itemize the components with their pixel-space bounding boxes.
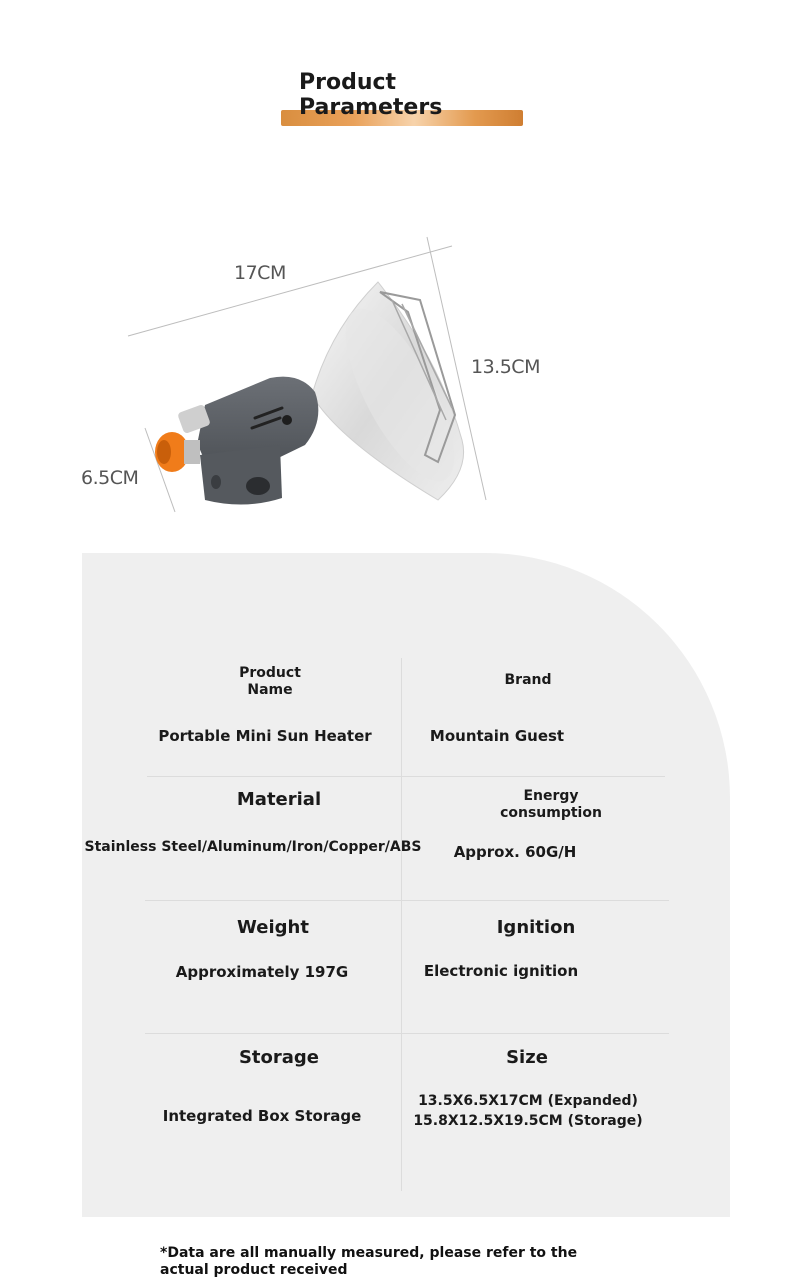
- spec-column-divider: [401, 658, 402, 1191]
- spec-value-ignition: Electronic ignition: [423, 962, 579, 980]
- spec-title-weight: Weight: [237, 917, 309, 938]
- spec-title-brand: Brand: [504, 672, 552, 688]
- spec-value-weight: Approximately 197G: [175, 963, 349, 981]
- spec-title-material: Material: [236, 789, 322, 810]
- spec-row-divider-1: [147, 776, 665, 777]
- spec-row-divider-2: [145, 900, 669, 901]
- spec-value-material: Stainless Steel/Aluminum/Iron/Copper/ABS: [84, 839, 422, 855]
- spec-value-storage: Integrated Box Storage: [162, 1107, 362, 1125]
- spec-value-product-name: Portable Mini Sun Heater: [158, 727, 372, 745]
- base-hole-left: [211, 475, 221, 489]
- base-hole: [246, 477, 270, 495]
- depth-dimension-label: 6.5CM: [81, 467, 139, 489]
- spec-row-divider-3: [145, 1033, 669, 1034]
- page-title-line1: Product: [299, 70, 397, 95]
- heater-base: [200, 445, 282, 505]
- height-dimension-label: 13.5CM: [471, 356, 540, 378]
- length-dimension-label: 17CM: [234, 262, 286, 284]
- spec-value-energy: Approx. 60G/H: [453, 843, 577, 861]
- measurement-footnote: *Data are all manually measured, please refer to the actual product received: [160, 1245, 578, 1278]
- spec-value-size: 13.5X6.5X17CM (Expanded) 15.8X12.5X19.5CM (Storage): [413, 1093, 643, 1129]
- page-title: [299, 70, 442, 120]
- spec-value-brand: Mountain Guest: [429, 727, 565, 745]
- spec-title-product-name: Product Name: [239, 665, 301, 698]
- spec-title-energy: Energy consumption: [500, 788, 602, 821]
- ignition-button-icon: [282, 415, 292, 425]
- spec-title-ignition: Ignition: [496, 917, 576, 938]
- page-title-line2: Parameters: [299, 95, 443, 120]
- spec-title-size: Size: [506, 1047, 548, 1068]
- spec-title-storage: Storage: [238, 1047, 320, 1068]
